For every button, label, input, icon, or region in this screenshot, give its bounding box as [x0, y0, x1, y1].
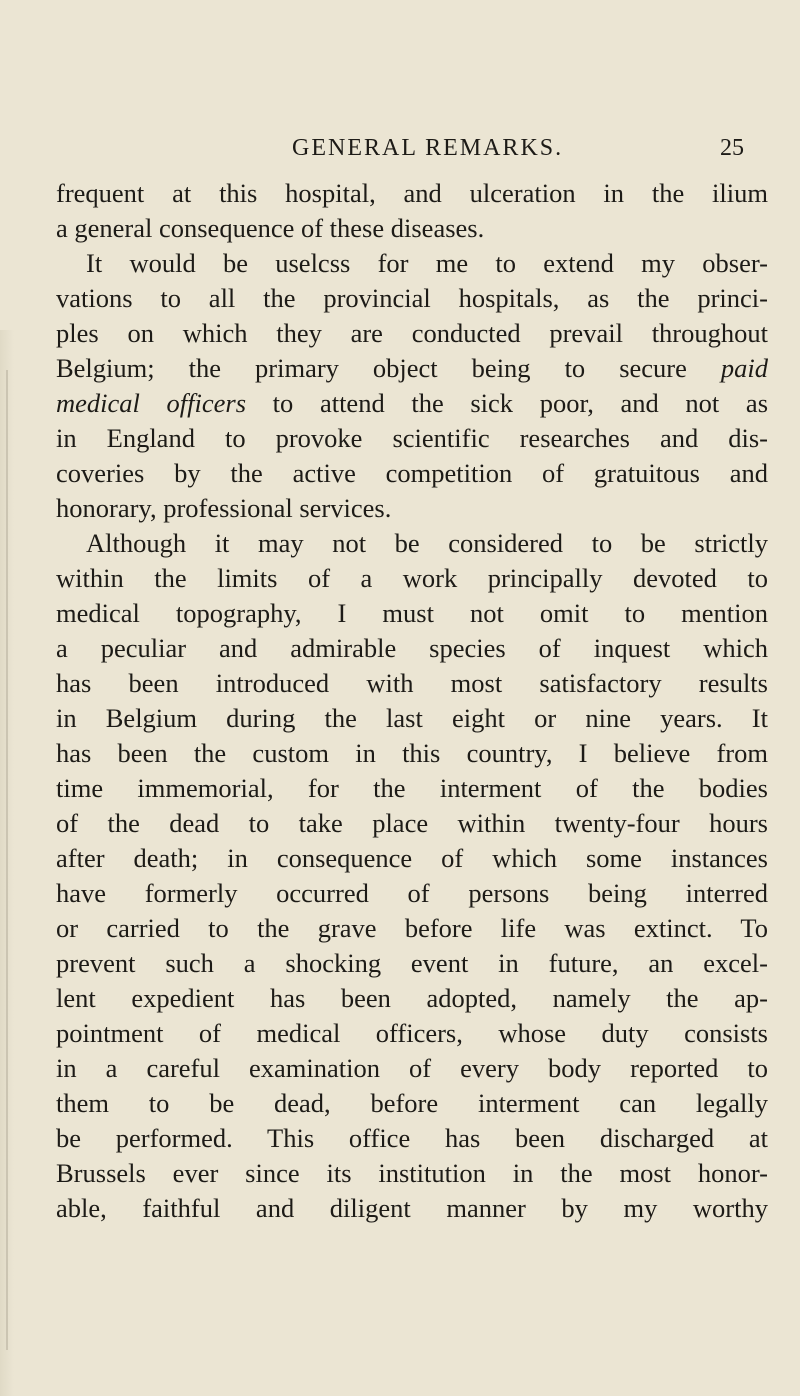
text-line: honorary, professional services.	[56, 493, 392, 523]
running-head: GENERAL REMARKS.	[292, 135, 564, 161]
text-line: vations to all the provincial hospitals, as the princi-	[56, 283, 768, 313]
text-line: able, faithful and diligent manner by my worthy	[56, 1193, 768, 1223]
text-line: ples on which they are conducted prevail throughout	[56, 318, 768, 348]
text-line: or carried to the grave before life was extinct. To	[56, 913, 768, 943]
text-line: medical officers to attend the sick poor, and not as	[56, 388, 768, 418]
text-line: coveries by the active competition of gratuitous and	[56, 458, 768, 488]
text-line: pointment of medical officers, whose duty consists	[56, 1018, 768, 1048]
text-line: Although it may not be considered to be strictly	[86, 528, 768, 558]
text-line: frequent at this hospital, and ulceration in the ilium	[56, 178, 768, 208]
text-line: lent expedient has been adopted, namely the ap-	[56, 983, 768, 1013]
text-line: have formerly occurred of persons being interred	[56, 878, 768, 908]
text-line: them to be dead, before interment can legally	[56, 1088, 768, 1118]
italic-phrase: paid	[720, 353, 768, 383]
text-line: It would be uselcss for me to extend my obser-	[86, 248, 768, 278]
text-line: Belgium; the primary object being to secure paid	[56, 353, 768, 383]
text-line: has been the custom in this country, I believe from	[56, 738, 768, 768]
text-line: in a careful examination of every body reported to	[56, 1053, 768, 1083]
text-line: within the limits of a work principally devoted to	[56, 563, 768, 593]
text-line: be performed. This office has been discharged at	[56, 1123, 768, 1153]
text-line: of the dead to take place within twenty-four hours	[56, 808, 768, 838]
body-text	[56, 176, 768, 1226]
text-line: in England to provoke scientific researches and dis-	[56, 423, 768, 453]
text-line: in Belgium during the last eight or nine years. It	[56, 703, 768, 733]
text-line: a general consequence of these diseases.	[56, 213, 485, 243]
text-line: prevent such a shocking event in future, an excel-	[56, 948, 768, 978]
text-line: has been introduced with most satisfactory results	[56, 668, 768, 698]
text-line: after death; in consequence of which some instances	[56, 843, 768, 873]
page-number: 25	[720, 135, 744, 161]
text-line: medical topography, I must not omit to mention	[56, 598, 768, 628]
page-edge-shadow	[0, 330, 14, 1396]
text-line: a peculiar and admirable species of inquest which	[56, 633, 768, 663]
italic-phrase: medical officers	[56, 388, 247, 418]
text-line: Brussels ever since its institution in the most honor-	[56, 1158, 768, 1188]
text-line: time immemorial, for the interment of the bodies	[56, 773, 768, 803]
page-header	[0, 130, 800, 166]
